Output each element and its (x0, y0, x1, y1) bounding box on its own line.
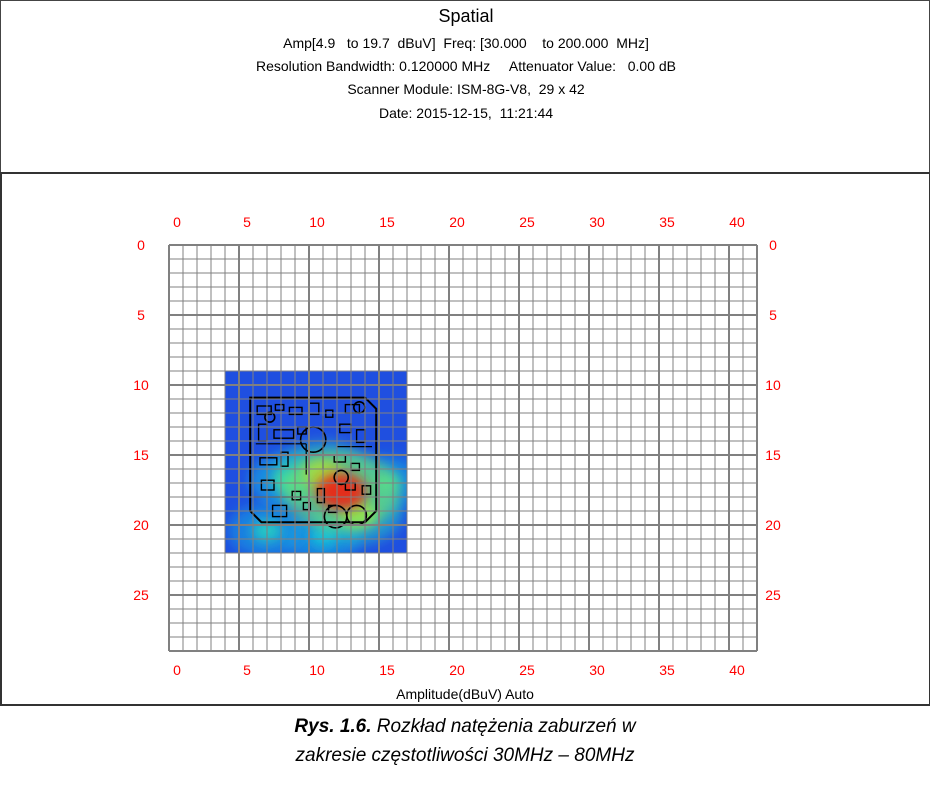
y-tick-label-right: 0 (769, 237, 777, 253)
caption-text-1: Rozkład natężenia zaburzeń w (371, 716, 636, 737)
y-tick-label-left: 0 (137, 237, 145, 253)
date-info: Date: 2015-12-15, 11:21:44 (378, 105, 554, 121)
x-tick-label-top: 25 (519, 214, 535, 230)
x-tick-label-bottom: 5 (243, 662, 251, 678)
figure-caption-line1 (0, 716, 930, 738)
x-tick-label-bottom: 25 (519, 662, 535, 678)
plot-frame (0, 172, 930, 706)
x-tick-label-top: 0 (173, 214, 181, 230)
rbw-attenuator-info: Resolution Bandwidth: 0.120000 MHz Attenuator Value: 0.00 dB (255, 58, 676, 74)
x-tick-label-bottom: 30 (589, 662, 605, 678)
y-tick-label-right: 10 (765, 377, 781, 393)
y-tick-label-right: 20 (765, 517, 781, 533)
heat-spot (316, 473, 366, 509)
figure-caption-line2: zakresie częstotliwości 30MHz – 80MHz (295, 745, 635, 766)
scan-region-layer (225, 371, 425, 563)
x-tick-label-bottom: 10 (309, 662, 325, 678)
x-tick-label-bottom: 0 (173, 662, 181, 678)
y-tick-label-left: 15 (133, 447, 149, 463)
y-tick-label-left: 5 (137, 307, 145, 323)
figure-label: Rys. 1.6. (294, 716, 372, 737)
amp-freq-info: Amp[4.9 to 19.7 dBuV] Freq: [30.000 to 200.000 MHz] (283, 35, 649, 51)
x-tick-label-top: 5 (243, 214, 251, 230)
x-tick-label-bottom: 15 (379, 662, 395, 678)
chart-header (0, 0, 930, 173)
x-tick-label-top: 30 (589, 214, 605, 230)
chart-title: Spatial (438, 6, 494, 26)
y-tick-label-left: 20 (133, 517, 149, 533)
y-tick-label-left: 25 (133, 587, 149, 603)
scanner-module-info: Scanner Module: ISM-8G-V8, 29 x 42 (347, 81, 585, 97)
x-tick-label-top: 40 (729, 214, 745, 230)
y-tick-label-right: 5 (769, 307, 777, 323)
x-tick-label-top: 35 (659, 214, 675, 230)
x-tick-label-bottom: 40 (729, 662, 745, 678)
y-tick-label-right: 15 (765, 447, 781, 463)
x-tick-label-top: 20 (449, 214, 465, 230)
x-tick-label-top: 10 (309, 214, 325, 230)
y-tick-label-right: 25 (765, 587, 781, 603)
x-axis-label: Amplitude(dBuV) Auto (396, 686, 534, 702)
x-tick-label-bottom: 35 (659, 662, 675, 678)
y-tick-label-left: 10 (133, 377, 149, 393)
x-tick-label-bottom: 20 (449, 662, 465, 678)
x-tick-label-top: 15 (379, 214, 395, 230)
spatial-heatmap-chart (2, 174, 929, 704)
